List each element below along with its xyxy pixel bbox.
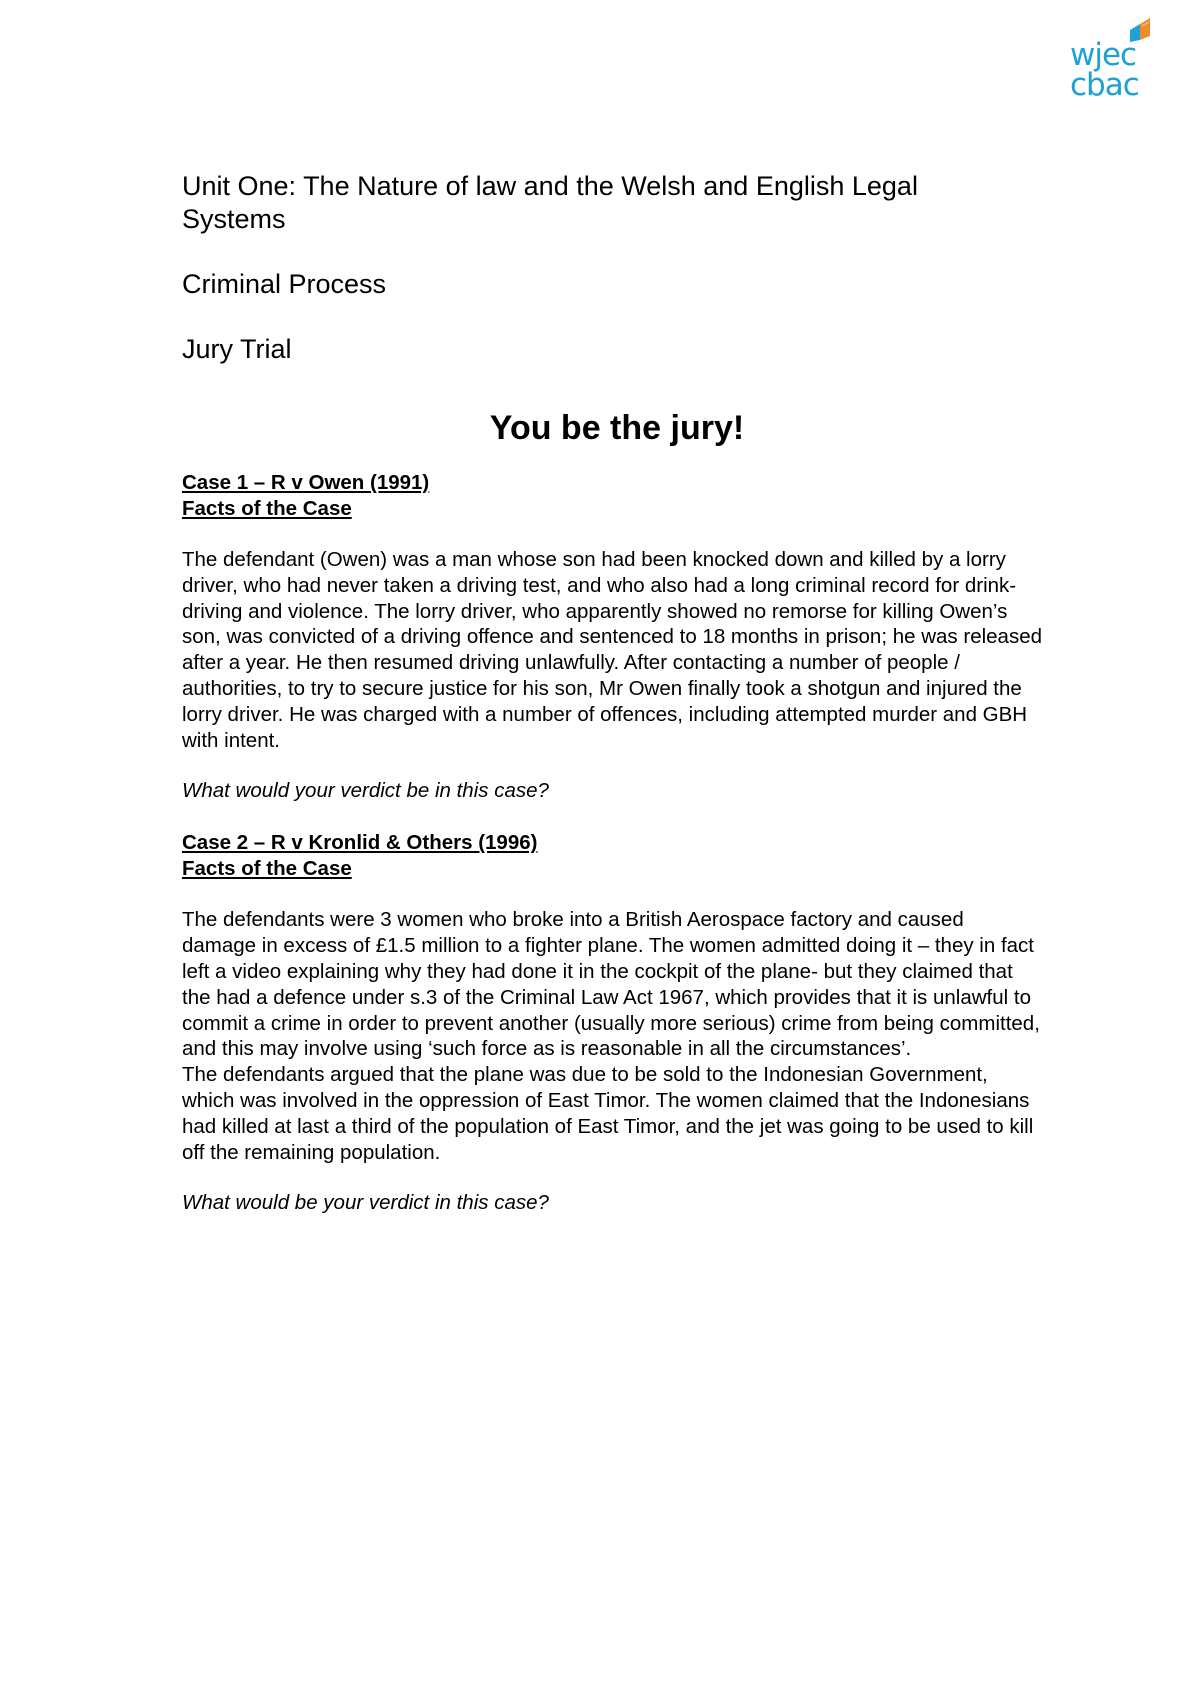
- case-1-question: What would your verdict be in this case?: [182, 779, 549, 803]
- unit-title-line2: Systems: [182, 204, 286, 234]
- case-2: [182, 830, 1042, 1216]
- case-1-facts-label: Facts of the Case: [182, 497, 352, 520]
- wjec-cbac-logo: [1070, 16, 1152, 106]
- case-2-facts-paragraph-2: The defendants argued that the plane was due to be sold to the Indonesian Government, which was involved in the oppression of East Timor. The women claimed that the Indonesians had killed at last a third of the population of East Timor, and the jet was going to be used to kill off the remaining population.: [182, 1063, 1034, 1164]
- case-2-facts-label: Facts of the Case: [182, 857, 352, 881]
- unit-title-line1: Unit One: The Nature of law and the Welsh and English Legal: [182, 171, 918, 201]
- page-title: You be the jury!: [489, 409, 745, 447]
- case-1: [182, 470, 1042, 804]
- logo-line-cbac: cbac: [1070, 67, 1139, 103]
- case-2-facts-paragraph-1: The defendants were 3 women who broke into a British Aerospace factory and caused damage in excess of £1.5 million to a fighter plane. The women admitted doing it – they in fact left a video explaining why they had done it in the cockpit of the plane- but they claimed that the had a defence under s.3 of the Criminal Law Act 1967, which provides that it is unlawful to commit a crime in order to prevent another (usually more serious) crime from being committed, and this may involve using ‘such force as is reasonable in all the circumstances’.: [182, 908, 1040, 1061]
- topic-heading: Criminal Process: [182, 269, 387, 299]
- logo-wordmark: [1070, 37, 1139, 103]
- case-2-question: What would be your verdict in this case?: [182, 1191, 549, 1215]
- case-2-heading: Case 2 – R v Kronlid & Others (1996): [182, 831, 538, 855]
- logo-line-wjec: wjec: [1070, 37, 1137, 73]
- subtopic-heading: Jury Trial: [182, 334, 292, 364]
- document-body: [182, 170, 1042, 1216]
- case-1-facts-paragraph: The defendant (Owen) was a man whose son had been knocked down and killed by a lorry driver, who had never taken a driving test, and who also had a long criminal record for drink-driving and violence. The lorry driver, who apparently showed no remorse for killing Owen’s son, was convicted of a driving offence and sentenced to 18 months in prison; he was released after a year. He then resumed driving unlawfully. After contacting a number of people / authorities, to try to secure justice for his son, Mr Owen finally took a shotgun and injured the lorry driver. He was charged with a number of offences, including attempted murder and GBH with intent.: [182, 548, 1043, 752]
- case-1-heading: Case 1 – R v Owen (1991): [182, 471, 430, 494]
